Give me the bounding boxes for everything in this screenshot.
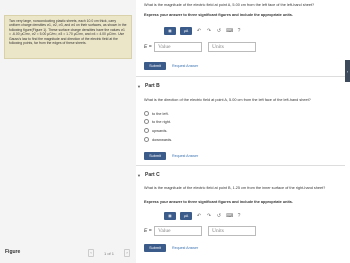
option-label: downwards.: [152, 137, 173, 142]
partC-var-label: E =: [144, 228, 152, 234]
radio-button[interactable]: [144, 119, 149, 124]
undo-icon[interactable]: ↶: [196, 27, 202, 34]
partB-submit-button[interactable]: Submit: [144, 152, 166, 160]
partA-value-input[interactable]: Value: [154, 42, 202, 52]
divider: [136, 165, 345, 166]
partA-answer-row: [144, 41, 256, 53]
keyboard-icon[interactable]: ⌨: [226, 212, 234, 219]
partA-var-label: E =: [144, 44, 152, 50]
partB-request-answer-link[interactable]: Request Answer: [172, 154, 199, 158]
prev-figure-button[interactable]: ‹: [88, 249, 94, 257]
greek-tool-button[interactable]: μA: [180, 212, 192, 220]
partA-request-answer-link[interactable]: Request Answer: [172, 64, 199, 68]
side-collapse-tab[interactable]: ‹: [345, 60, 350, 82]
partC-question: What is the magnitude of the electric field at point B, 1.25 cm from the inner surface of the right-hand sheet?: [144, 186, 326, 190]
problem-statement-box: [4, 15, 132, 59]
partC-submit-button[interactable]: Submit: [144, 244, 166, 252]
caret-down-icon[interactable]: ▼: [137, 173, 141, 178]
partC-value-input[interactable]: Value: [154, 226, 202, 236]
partB-title: Part B: [145, 83, 160, 89]
template-tool-button[interactable]: ▦: [164, 27, 176, 35]
partC-instruction: Express your answer to three significant figures and include the appropriate units.: [144, 200, 293, 204]
partA-units-input[interactable]: Units: [208, 42, 256, 52]
reset-icon[interactable]: ↺: [216, 212, 222, 219]
caret-down-icon[interactable]: ▼: [137, 84, 141, 89]
next-figure-button[interactable]: ›: [124, 249, 130, 257]
keyboard-icon[interactable]: ⌨: [226, 27, 234, 34]
problem-text: Two very large, nonconducting plastic sheets, each 10.0 cm thick, carry uniform charge densities σ1, σ2, σ3, and σ4 on their surfaces, as shown in the following figure(Figure 1). These surface charge densities have the values σ1 = -6.00 μC/m², σ2 = 5.00 μC/m², σ3 = 1.70 μC/m², and σ4 = 4.00 μC/m². Use Gauss's law to find the magnitude and direction of the electric field at the following points, far from the edges of these sheets.: [9, 19, 127, 46]
partA-submit-button[interactable]: Submit: [144, 62, 166, 70]
divider: [136, 76, 345, 77]
partC-answer-row: [144, 225, 256, 237]
partB-option-downwards[interactable]: [144, 137, 172, 142]
undo-icon[interactable]: ↶: [196, 212, 202, 219]
redo-icon[interactable]: ↷: [206, 27, 212, 34]
reset-icon[interactable]: ↺: [216, 27, 222, 34]
help-icon[interactable]: ?: [237, 212, 241, 219]
figure-label: Figure: [5, 249, 21, 255]
template-tool-button[interactable]: ▦: [164, 212, 176, 220]
option-label: upwards.: [152, 128, 168, 133]
partA-instruction: Express your answer to three significant figures and include the appropriate units.: [144, 13, 293, 17]
redo-icon[interactable]: ↷: [206, 212, 212, 219]
partC-request-answer-link[interactable]: Request Answer: [172, 246, 199, 250]
partA-question: What is the magnitude of the electric field at point A, 5.00 cm from the left face of the left-hand sheet?: [144, 3, 315, 7]
figure-pager: [88, 249, 130, 257]
partC-toolbar: [164, 211, 242, 220]
help-icon[interactable]: ?: [237, 27, 241, 34]
radio-button[interactable]: [144, 137, 149, 142]
answer-panel: [136, 0, 345, 263]
partB-question: What is the direction of the electric field at point A, 5.00 cm from the left face of the left-hand sheet?: [144, 98, 311, 102]
partC-units-input[interactable]: Units: [208, 226, 256, 236]
partB-option-right[interactable]: [144, 119, 171, 124]
pager-text: 1 of 1: [103, 250, 114, 256]
option-label: to the left.: [152, 111, 169, 116]
partB-option-upwards[interactable]: [144, 128, 167, 133]
greek-tool-button[interactable]: μA: [180, 27, 192, 35]
option-label: to the right.: [152, 119, 171, 124]
partA-toolbar: [164, 26, 242, 35]
partB-option-left[interactable]: [144, 111, 169, 116]
radio-button[interactable]: [144, 111, 149, 116]
partC-title: Part C: [145, 172, 160, 178]
radio-button[interactable]: [144, 128, 149, 133]
